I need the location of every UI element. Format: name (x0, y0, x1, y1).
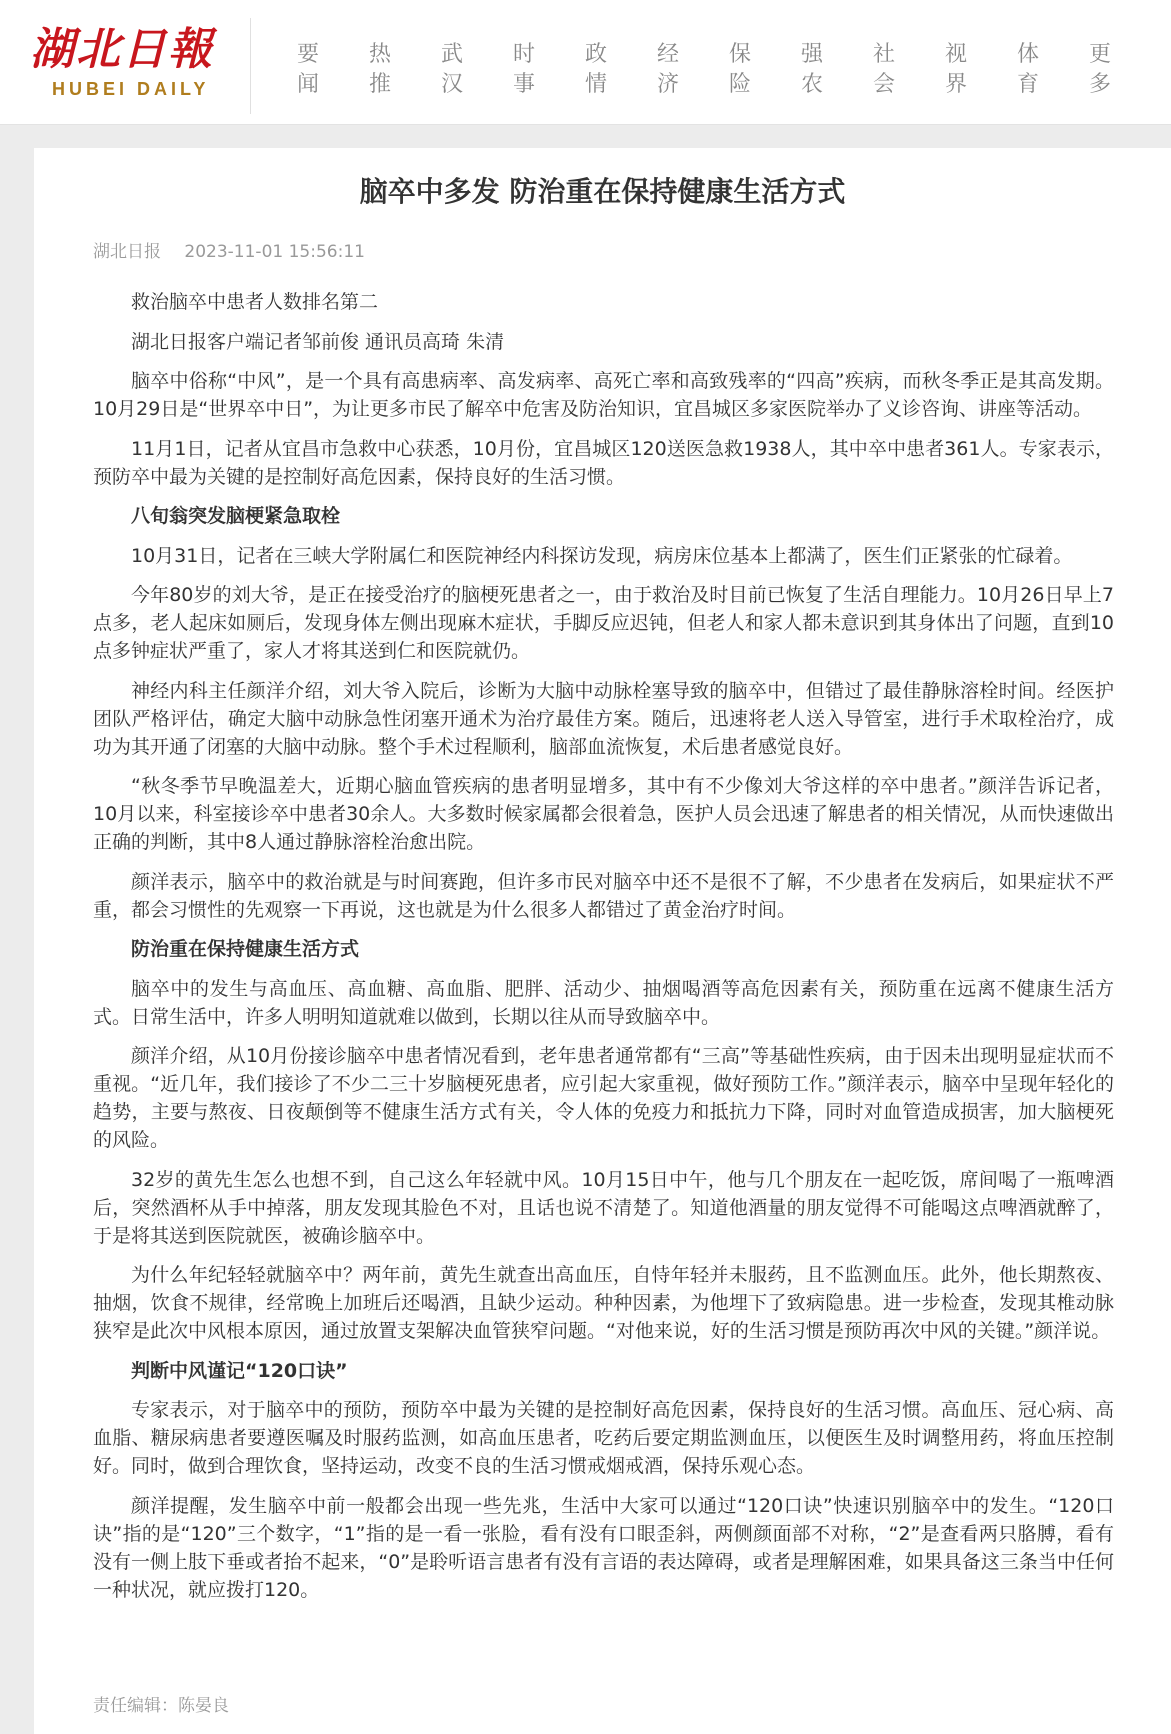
nav-label-top: 体 (1017, 42, 1040, 67)
article-source: 湖北日报 (93, 242, 161, 262)
article-paragraph: 颜洋表示，脑卒中的救治就是与时间赛跑，但许多市民对脑卒中还不是很不了解，不少患者在发病后，如果症状不严重，都会习惯性的先观察一下再说，这也就是为什么很多人都错过了黄金治疗时间。 (93, 870, 1114, 921)
article-paragraph: 救治脑卒中患者人数排名第二 (131, 291, 379, 313)
nav-item-shishi[interactable] (513, 40, 585, 100)
article-title: 脑卒中多发 防治重在保持健康生活方式 (359, 175, 846, 208)
nav-item-baoxian[interactable] (729, 40, 801, 100)
nav-item-shehui[interactable] (873, 40, 945, 100)
nav-item-zhengqing[interactable] (585, 40, 657, 100)
nav-label-top: 经 (657, 42, 680, 67)
article-paragraph: 专家表示，对于脑卒中的预防，预防卒中最为关键的是控制好高危因素，保持良好的生活习惯。高血压、冠心病、高血脂、糖尿病患者要遵医嘱及时服药监测，如高血压患者，吃药后要定期监测血压，以便医生及时调整用药，将血压控制好。同时，做到合理饮食，坚持运动，改变不良的生活习惯戒烟戒酒，保持乐观心态。 (93, 1399, 1114, 1477)
responsible-editor: 责任编辑：陈晏良 (93, 1696, 229, 1716)
hubei-daily-logo[interactable] (30, 22, 230, 112)
nav-label-top: 强 (801, 42, 824, 67)
article-byline: 湖北日报客户端记者邹前俊 通讯员高琦 朱清 (131, 330, 505, 353)
article-paragraph: 为什么年纪轻轻就脑卒中？两年前，黄先生就查出高血压，自恃年轻并未服药，且不监测血压。此外，他长期熬夜、抽烟，饮食不规律，经常晚上加班后还喝酒，且缺少运动。种种因素，为他埋下了致病隐患。进一步检查，发现其椎动脉狭窄是此次中风根本原因，通过放置支架解决血管狭窄问题。“对他来说，好的生活习惯是预防再次中风的关键。”颜洋说。 (93, 1264, 1114, 1342)
article-body (93, 288, 1114, 1615)
article-paragraph: 神经内科主任颜洋介绍，刘大爷入院后，诊断为大脑中动脉栓塞导致的脑卒中，但错过了最佳静脉溶栓时间。经医护团队严格评估，确定大脑中动脉急性闭塞开通术为治疗最佳方案。随后，迅速将老人送入导管室，进行手术取栓治疗，成功为其开通了闭塞的大脑中动脉。整个手术过程顺利，脑部血流恢复，术后患者感觉良好。 (93, 679, 1114, 758)
article-paragraph: 颜洋介绍，从10月份接诊脑卒中患者情况看到，老年患者通常都有“三高”等基础性疾病，由于因未出现明显症状而不重视。“近几年，我们接诊了不少二三十岁脑梗死患者，应引起大家重视，做好预防工作。”颜洋表示，脑卒中呈现年轻化的趋势，主要与熬夜、日夜颠倒等不健康生活方式有关，令人体的免疫力和抵抗力下降，同时对血管造成损害，加大脑梗死的风险。 (93, 1045, 1114, 1151)
nav-label-top: 武 (441, 42, 464, 67)
nav-label-bottom: 事 (513, 72, 536, 97)
nav-label-top: 要 (297, 42, 320, 67)
nav-item-jingji[interactable] (657, 40, 729, 100)
logo-chinese-text: 湖北日報 (30, 24, 214, 75)
article-container (34, 148, 1171, 1734)
article-paragraph: 32岁的黄先生怎么也想不到，自己这么年轻就中风。10月15日中午，他与几个朋友在一起吃饭，席间喝了一瓶啤酒后，突然酒杯从手中掉落，朋友发现其脸色不对，且话也说不清楚了。知道他酒量的朋友觉得不可能喝这点啤酒就醉了，于是将其送到医院就医，被确诊脑卒中。 (93, 1168, 1114, 1247)
article-paragraph: 今年80岁的刘大爷，是正在接受治疗的脑梗死患者之一，由于救治及时目前已恢复了生活自理能力。10月26日早上7点多，老人起床如厕后，发现身体左侧出现麻木症状，手脚反应迟钝，但老人和家人都未意识到其身体出了问题，直到10点多钟症状严重了，家人才将其送到仁和医院就仍。 (93, 584, 1114, 662)
nav-label-top: 热 (369, 42, 392, 67)
nav-item-wuhan[interactable] (441, 40, 513, 100)
article-subheading: 八旬翁突发脑梗紧急取栓 (131, 505, 341, 527)
nav-item-qiangnong[interactable] (801, 40, 873, 100)
nav-label-bottom: 险 (729, 72, 752, 97)
article-paragraph: 10月31日，记者在三峡大学附属仁和医院神经内科探访发现，病房床位基本上都满了，医生们正紧张的忙碌着。 (131, 544, 1073, 567)
article-subheading: 判断中风谨记“120口诀” (131, 1359, 348, 1382)
article-paragraph: 脑卒中的发生与高血压、高血糖、高血脂、肥胖、活动少、抽烟喝酒等高危因素有关，预防重在远离不健康生活方式。日常生活中，许多人明明知道就难以做到，长期以往从而导致脑卒中。 (93, 977, 1114, 1028)
article-meta (93, 240, 365, 264)
nav-label-bottom: 汉 (441, 72, 464, 97)
article-paragraph: 颜洋提醒，发生脑卒中前一般都会出现一些先兆，生活中大家可以通过“120口诀”快速识别脑卒中的发生。“120口诀”指的是“120”三个数字，“1”指的是一看一张脸，看有没有口眼歪斜，两侧颜面部不对称，“2”是查看两只胳膊，看有没有一侧上肢下垂或者抬不起来，“0”是聆听语言患者有没有言语的表达障碍，或者是理解困难，如果具备这三条当中任何一种状况，就应拨打120。 (93, 1494, 1114, 1601)
nav-item-yaowen[interactable] (297, 40, 369, 100)
nav-label-top: 保 (729, 42, 752, 67)
nav-label-bottom: 育 (1017, 72, 1040, 97)
main-nav (297, 40, 1161, 100)
site-header (0, 0, 1171, 125)
nav-item-gengduo[interactable] (1089, 40, 1161, 100)
nav-label-bottom: 多 (1089, 72, 1112, 97)
nav-label-top: 时 (513, 42, 536, 67)
logo-english-text: HUBEI DAILY (52, 79, 210, 99)
nav-label-bottom: 农 (801, 72, 824, 97)
nav-label-bottom: 界 (945, 72, 968, 97)
nav-label-top: 更 (1089, 42, 1112, 67)
nav-label-bottom: 情 (585, 72, 608, 97)
article-paragraph: 脑卒中俗称“中风”，是一个具有高患病率、高发病率、高死亡率和高致残率的“四高”疾病，而秋冬季正是其高发期。10月29日是“世界卒中日”，为让更多市民了解卒中危害及防治知识，宜昌城区多家医院举办了义诊咨询、讲座等活动。 (93, 370, 1114, 420)
nav-label-bottom: 推 (369, 72, 392, 97)
nav-item-retui[interactable] (369, 40, 441, 100)
nav-label-bottom: 济 (657, 72, 680, 97)
nav-label-top: 视 (945, 42, 968, 67)
nav-item-tiyu[interactable] (1017, 40, 1089, 100)
nav-label-bottom: 闻 (297, 72, 320, 97)
article-paragraph: 11月1日，记者从宜昌市急救中心获悉，10月份，宜昌城区120送医急救1938人，其中卒中患者361人。专家表示，预防卒中最为关键的是控制好高危因素，保持良好的生活习惯。 (93, 437, 1114, 488)
article-datetime: 2023-11-01 15:56:11 (184, 242, 365, 262)
header-divider (250, 18, 251, 114)
nav-label-bottom: 会 (873, 72, 896, 97)
nav-label-top: 政 (585, 42, 608, 67)
nav-item-shijie[interactable] (945, 40, 1017, 100)
nav-label-top: 社 (873, 42, 896, 67)
article-subheading: 防治重在保持健康生活方式 (131, 938, 360, 960)
article-paragraph: “秋冬季节早晚温差大，近期心脑血管疾病的患者明显增多，其中有不少像刘大爷这样的卒中患者。”颜洋告诉记者，10月以来，科室接诊卒中患者30余人。大多数时候家属都会很着急，医护人员会迅速了解患者的相关情况，从而快速做出正确的判断，其中8人通过静脉溶栓治愈出院。 (93, 775, 1114, 853)
